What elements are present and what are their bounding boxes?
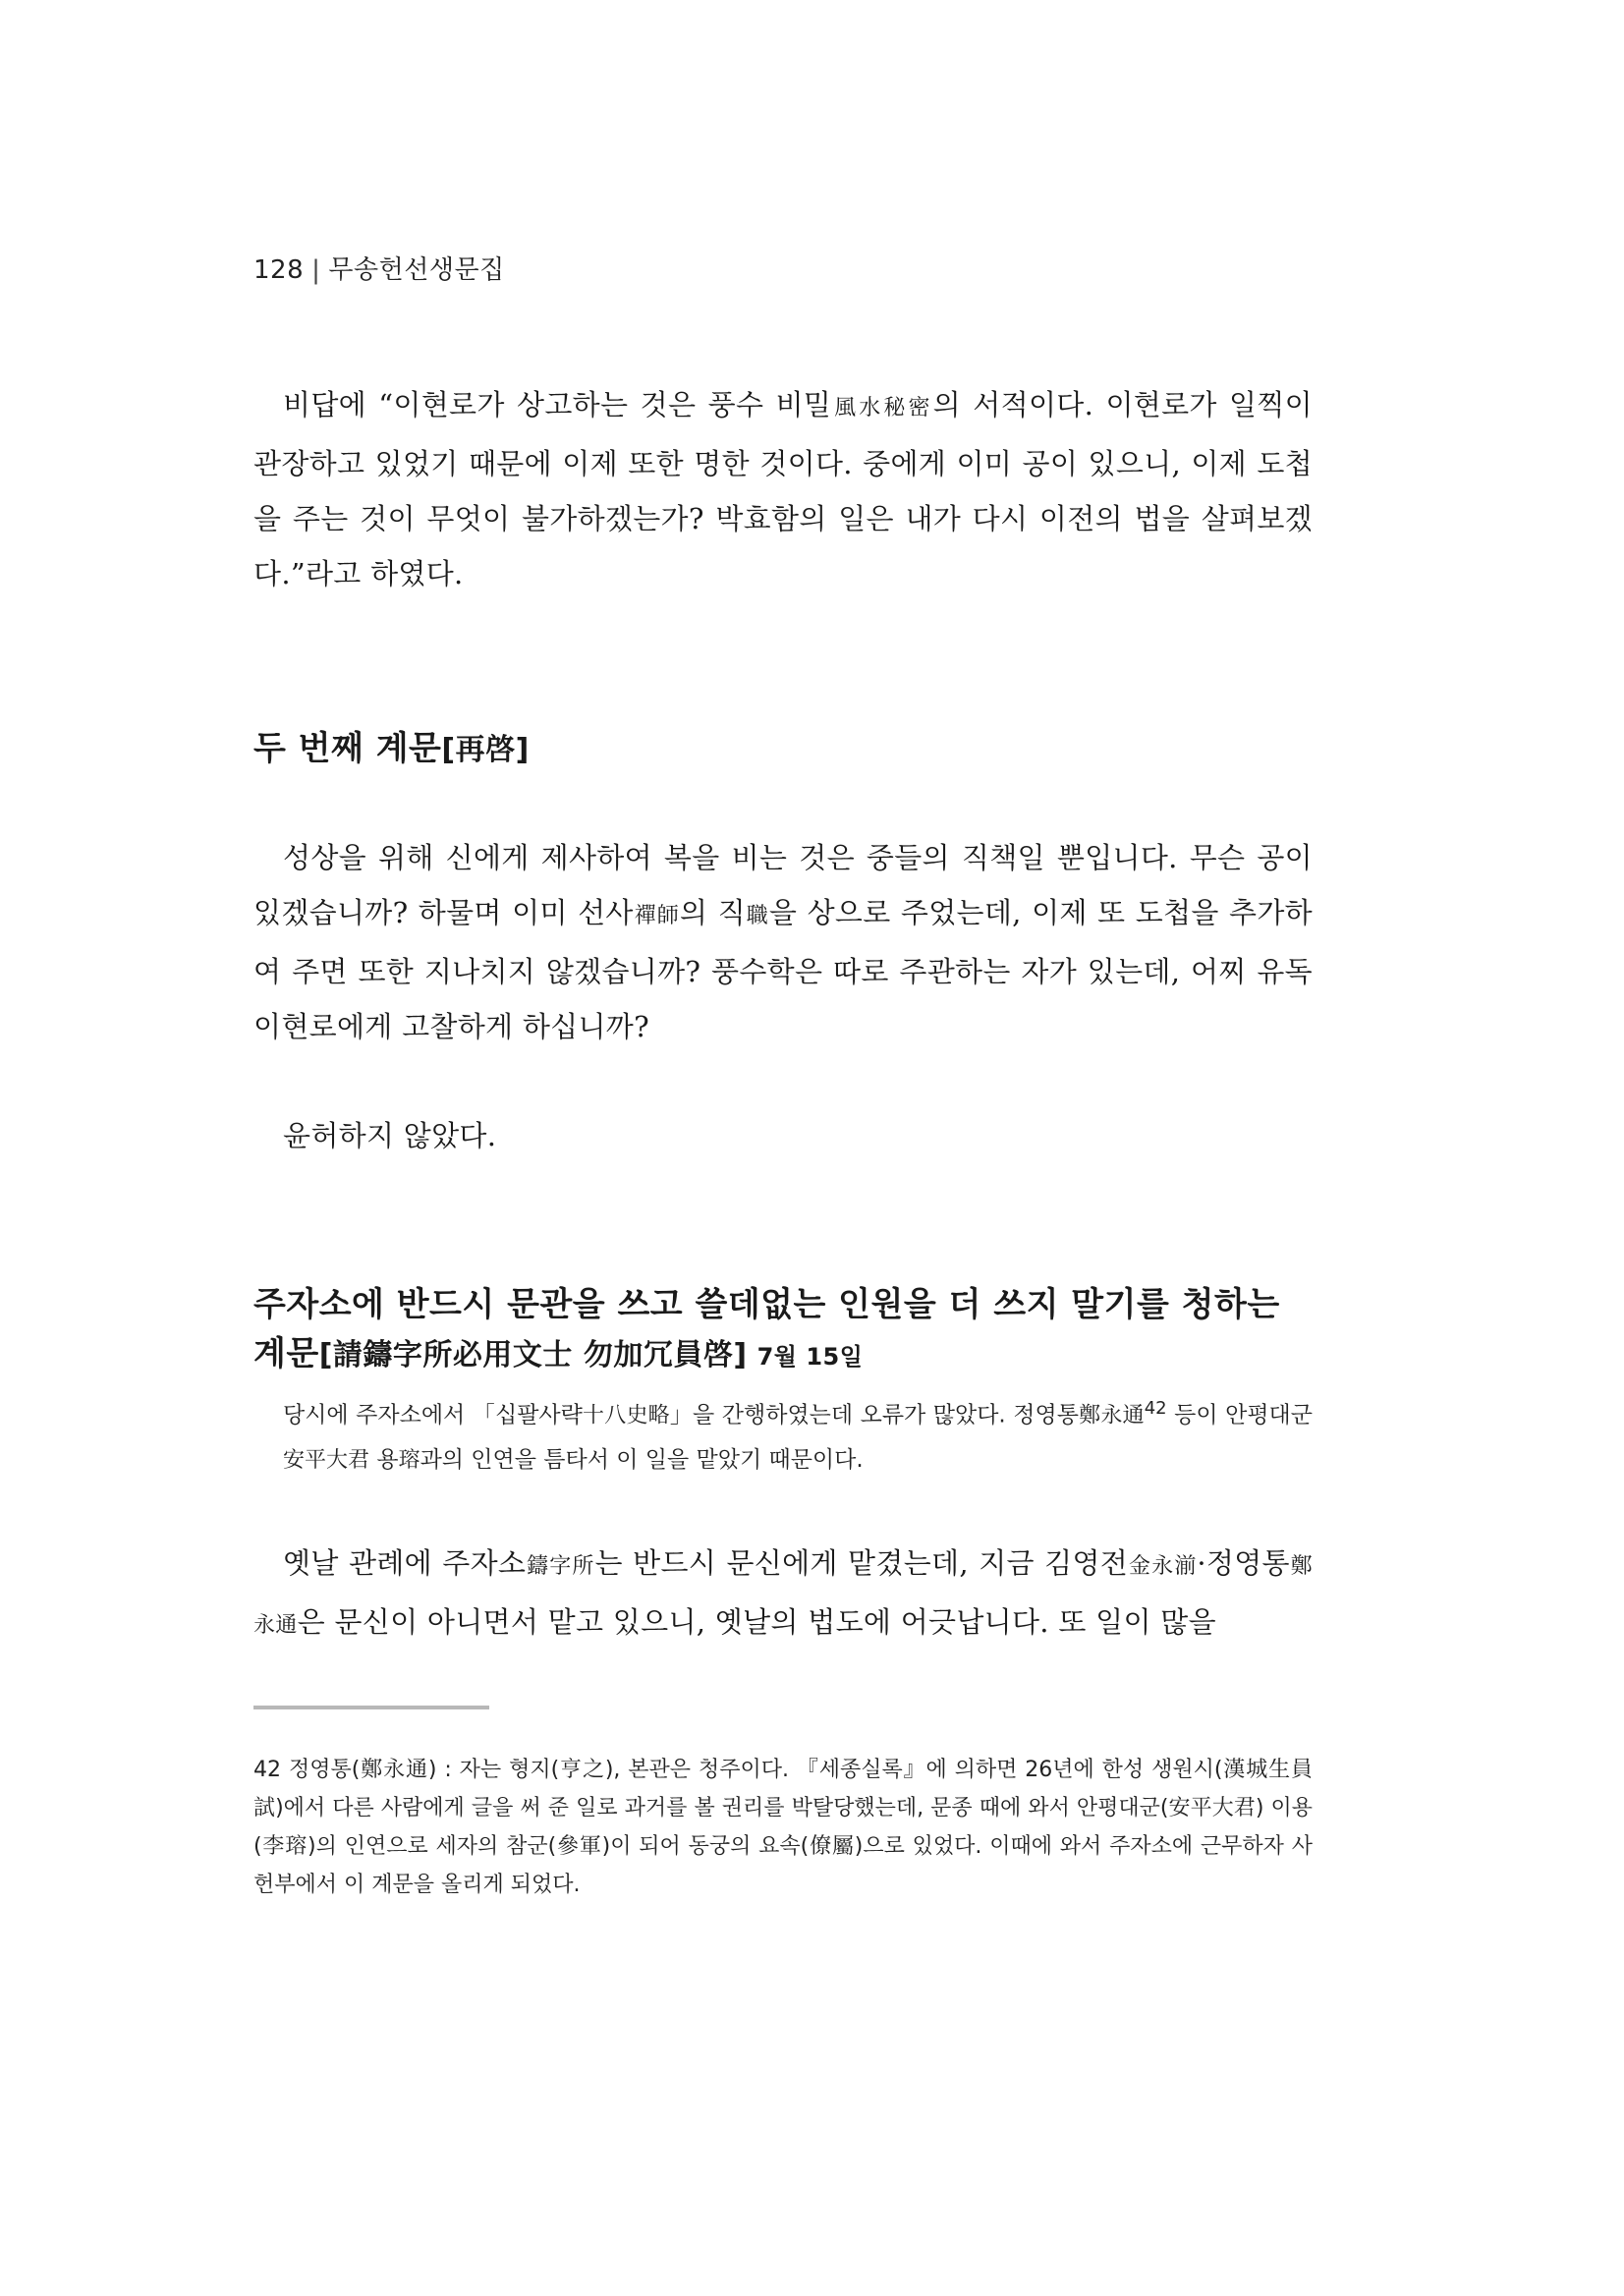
para1-text-a: 비답에 “이현로가 상고하는 것은 풍수 비밀 (283, 388, 832, 421)
section3-title-hanja: [請鑄字所必用文士 勿加冗員啓] (318, 1338, 748, 1372)
para4-hanja-a: 鑄字所 (526, 1554, 595, 1579)
para2-text-a: 성상을 위해 신에게 제사하여 복을 비는 것은 중들의 직책일 뿐입니다. 무슨 공이 있겠습니까? 하물며 이미 선사 (253, 841, 1313, 929)
footnote-reference: 42 (1144, 1398, 1167, 1419)
footnote-42 (253, 1751, 1313, 1904)
note-text-d: 용 (369, 1446, 399, 1473)
para4-hanja-b: 金永湔 (1128, 1554, 1198, 1579)
page-number: 128 (253, 255, 305, 285)
running-header (253, 250, 505, 286)
section-heading-second-petition (253, 724, 1313, 775)
note-text-a: 당시에 주자소에서 「십팔사략 (283, 1402, 583, 1428)
para1-hanja-a: 風水秘密 (831, 396, 933, 420)
para2-hanja-b: 職 (745, 904, 769, 928)
para4-text-a: 옛날 관례에 주자소 (283, 1546, 527, 1580)
note-hanja-b: 鄭永通 (1078, 1403, 1145, 1428)
section-heading-type-foundry-petition (253, 1280, 1313, 1381)
section2-title-hanja: [再啓] (441, 733, 530, 767)
note-hanja-c: 安平大君 (283, 1447, 370, 1473)
paragraph-second-petition (253, 830, 1313, 1054)
para4-text-d: 은 문신이 아니면서 맡고 있으니, 옛날의 법도에 어긋납니다. 또 일이 많을 (297, 1605, 1216, 1639)
paragraph-royal-reply (253, 377, 1313, 601)
para4-text-b: 는 반드시 문신에게 맡겼는데, 지금 김영전 (594, 1546, 1129, 1580)
footnote-text: 정영통(鄭永通) : 자는 형지(亨之), 본관은 청주이다. 『세종실록』에 의하면 26년에 한성 생원시(漢城生員試)에서 다른 사람에게 글을 써 준 일로 과거를 볼 권리를 박탈당했는데, 문종 때에 와서 안평대군(安平大君) 이용(李瑢)의 인연으로 세자의 참군(參軍)이 되어 동궁의 요속(僚屬)으로 있었다. 이때에 와서 주자소에 근무하자 사헌부에서 이 계문을 올리게 되었다. (253, 1758, 1313, 1897)
section3-date: 7월 15일 (756, 1343, 864, 1371)
footnote-number: 42 (253, 1758, 281, 1782)
note-hanja-d: 瑢 (398, 1447, 420, 1473)
para1-text-b: 의 서적이다. 이현로가 일찍이 관장하고 있었기 때문에 이제 또한 명한 것이다. 중에게 이미 공이 있으니, 이제 도첩을 주는 것이 무엇이 불가하겠는가? 박효함의 일은 내가 다시 이전의 법을 살펴보겠다.”라고 하였다. (253, 388, 1313, 590)
note-text-c: 등이 안평대군 (1166, 1402, 1313, 1428)
note-hanja-a: 十八史略 (582, 1403, 670, 1428)
para2-text-c: 을 상으로 주었는데, 이제 또 도첩을 추가하여 주면 또한 지나치지 않겠습니까? 풍수학은 따로 주관하는 자가 있는데, 어찌 유독 이현로에게 고찰하게 하십니까? (253, 896, 1314, 1043)
header-separator: | (311, 255, 321, 285)
note-text-e: 과의 인연을 틈타서 이 일을 맡았기 때문이다. (420, 1446, 864, 1473)
para4-hanja-c: 鄭永通 (253, 1554, 1313, 1638)
para2-hanja-a: 禪師 (633, 904, 680, 928)
note-text-b: 」을 간행하였는데 오류가 많았다. 정영통 (669, 1402, 1079, 1428)
editorial-note (253, 1387, 1313, 1483)
paragraph-old-custom (253, 1536, 1313, 1653)
section3-title: 주자소에 반드시 문관을 쓰고 쓸데없는 인원을 더 쓰지 말기를 청하는 계문 (253, 1285, 1280, 1373)
paragraph-not-permitted (253, 1108, 1313, 1163)
para4-text-c: ·정영통 (1197, 1546, 1290, 1580)
para3-text: 윤허하지 않았다. (283, 1119, 497, 1152)
book-title: 무송헌선생문집 (328, 255, 505, 285)
section2-title: 두 번째 계문 (253, 729, 442, 768)
para2-text-b: 의 직 (679, 896, 746, 929)
footnote-divider (253, 1706, 489, 1709)
